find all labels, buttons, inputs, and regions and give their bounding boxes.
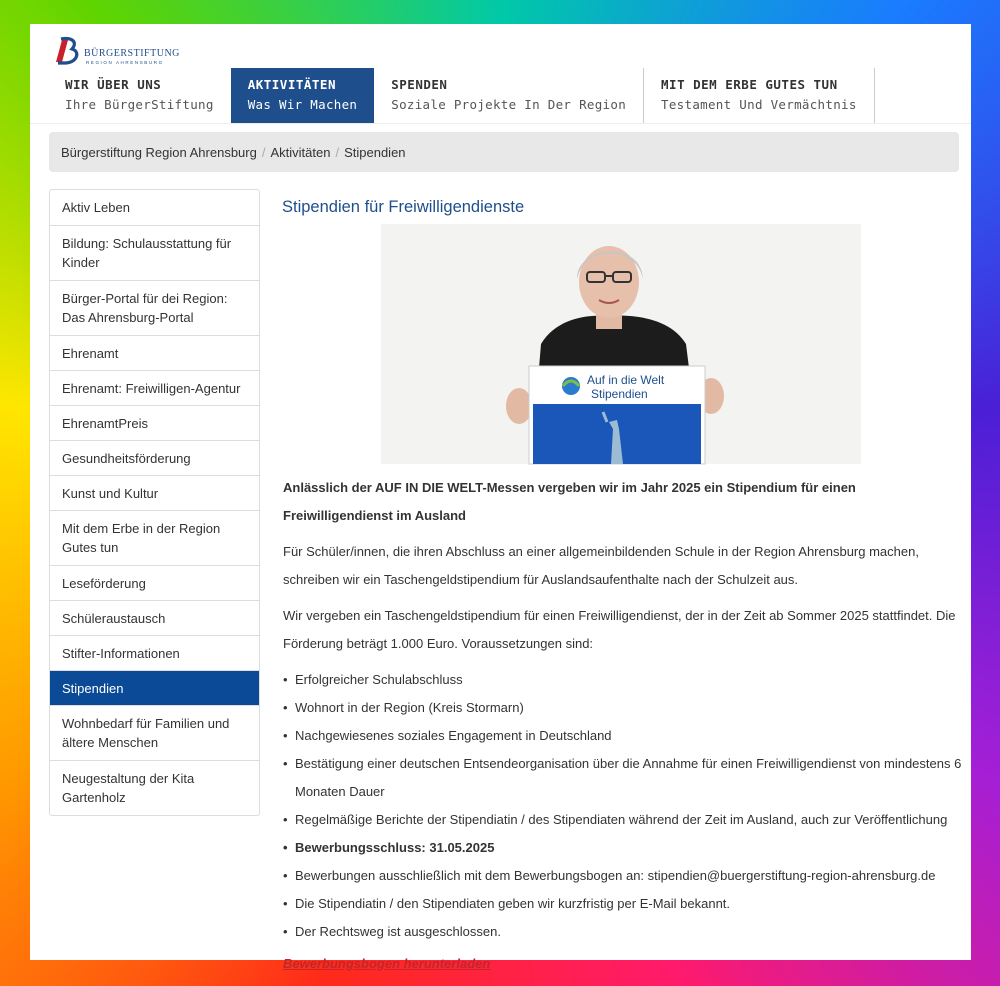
- requirements-list: [283, 666, 963, 946]
- breadcrumb-separator: /: [261, 145, 266, 160]
- nav-aktivitaeten[interactable]: [231, 68, 375, 123]
- sign-line2: Stipendien: [591, 387, 648, 401]
- logo-line2: REGION AHRENSBURG: [86, 60, 164, 65]
- main-nav: [48, 68, 875, 123]
- breadcrumb-aktivitaeten[interactable]: Aktivitäten: [270, 145, 331, 160]
- list-item: • Regelmäßige Berichte der Stipendiatin / des Stipendiaten während der Zeit im Ausland, auch zur Veröffentlichung: [295, 806, 963, 834]
- sidebar-item-aktiv-leben[interactable]: Aktiv Leben: [62, 200, 130, 215]
- nav-wir-ueber-uns[interactable]: [48, 68, 231, 123]
- browser-page: [30, 24, 971, 971]
- nav-subtitle: Soziale Projekte In Der Region: [391, 97, 627, 112]
- nav-subtitle: Ihre BürgerStiftung: [65, 97, 214, 112]
- list-item: • Nachgewiesenes soziales Engagement in Deutschland: [295, 722, 963, 750]
- breadcrumb-home[interactable]: Bürgerstiftung Region Ahrensburg: [61, 145, 257, 160]
- list-item: • Die Stipendiatin / den Stipendiaten geben wir kurzfristig per E-Mail bekannt.: [295, 890, 963, 918]
- logo-line1: BÜRGERSTIFTUNG: [84, 48, 180, 59]
- lead-paragraph: Anlässlich der AUF IN DIE WELT-Messen vergeben wir im Jahr 2025 ein Stipendium für einen Freiwilligendienst im Ausland: [283, 480, 856, 523]
- sidebar-item-ehrenamtpreis[interactable]: EhrenamtPreis: [50, 405, 259, 440]
- sign-line1: Auf in die Welt: [587, 373, 665, 387]
- header-divider: [30, 123, 971, 124]
- nav-erbe[interactable]: [644, 68, 875, 123]
- page-title: Stipendien für Freiwilligendienste: [282, 198, 525, 216]
- paragraph-1: Für Schüler/innen, die ihren Abschluss an einer allgemeinbildenden Schule in der Region Ahrensburg machen, schreiben wir ein Taschengeldstipendium für Auslandsaufenthalte nach der Schulzeit aus.: [283, 544, 919, 587]
- stipendium-photo: [381, 224, 861, 464]
- list-item: • Der Rechtsweg ist ausgeschlossen.: [295, 918, 963, 946]
- nav-spenden[interactable]: [374, 68, 644, 123]
- sidebar-item-gesundheit[interactable]: Gesundheitsförderung: [50, 440, 259, 475]
- breadcrumb-current: Stipendien: [344, 145, 406, 160]
- sidebar-item-lesefoerderung[interactable]: Leseförderung: [50, 565, 259, 600]
- main-content: [282, 198, 962, 217]
- sidebar-menu: [49, 189, 260, 816]
- breadcrumb: [49, 132, 959, 172]
- nav-subtitle: Testament Und Vermächtnis: [661, 97, 857, 112]
- sidebar-item-kunst[interactable]: Kunst und Kultur: [50, 475, 259, 510]
- nav-title: AKTIVITÄTEN: [247, 77, 336, 92]
- sidebar-item-erbe[interactable]: Mit dem Erbe in der Region Gutes tun: [50, 510, 259, 565]
- sidebar-item-ehrenamt[interactable]: Ehrenamt: [50, 335, 259, 370]
- buergerstiftung-logo[interactable]: [48, 36, 183, 70]
- sidebar-item-buerger-portal[interactable]: Bürger-Portal für dei Region: Das Ahrensburg-Portal: [50, 280, 259, 335]
- sidebar-item-schueleraustausch[interactable]: Schüleraustausch: [50, 600, 259, 635]
- list-item: • Erfolgreicher Schulabschluss: [295, 666, 963, 694]
- nav-title: SPENDEN: [391, 77, 448, 92]
- sidebar-item-stipendien[interactable]: Stipendien: [50, 670, 259, 705]
- sidebar-item-freiwilligen-agentur[interactable]: Ehrenamt: Freiwilligen-Agentur: [50, 370, 259, 405]
- nav-subtitle: Was Wir Machen: [247, 97, 358, 112]
- download-link[interactable]: Bewerbungsbogen herunterladen: [283, 956, 491, 971]
- list-item: • Bestätigung einer deutschen Entsendeorganisation über die Annahme für einen Freiwilligendienst von mindestens 6 Monaten Dauer: [295, 750, 963, 806]
- list-item-email: • Bewerbungen ausschließlich mit dem Bewerbungsbogen an: stipendien@buergerstiftung-region-ahrensburg.de: [295, 862, 963, 890]
- paragraph-2: Wir vergeben ein Taschengeldstipendium für einen Freiwilligendienst, der in der Zeit ab Sommer 2025 stattfindet. Die Förderung beträgt 1.000 Euro. Voraussetzungen sind:: [283, 608, 956, 651]
- nav-title: MIT DEM ERBE GUTES TUN: [661, 77, 838, 92]
- nav-title: WIR ÜBER UNS: [65, 77, 162, 92]
- list-item: • Wohnort in der Region (Kreis Stormarn): [295, 694, 963, 722]
- sidebar-item-bildung[interactable]: Bildung: Schulausstattung für Kinder: [50, 225, 259, 280]
- article-text: [283, 474, 963, 971]
- list-item-deadline: • Bewerbungsschluss: 31.05.2025: [295, 834, 963, 862]
- sidebar-item-wohnbedarf[interactable]: Wohnbedarf für Familien und ältere Menschen: [50, 705, 259, 760]
- sidebar-item-stifter-info[interactable]: Stifter-Informationen: [50, 635, 259, 670]
- breadcrumb-separator: /: [335, 145, 340, 160]
- sidebar-item-kita[interactable]: Neugestaltung der Kita Gartenholz: [50, 760, 259, 815]
